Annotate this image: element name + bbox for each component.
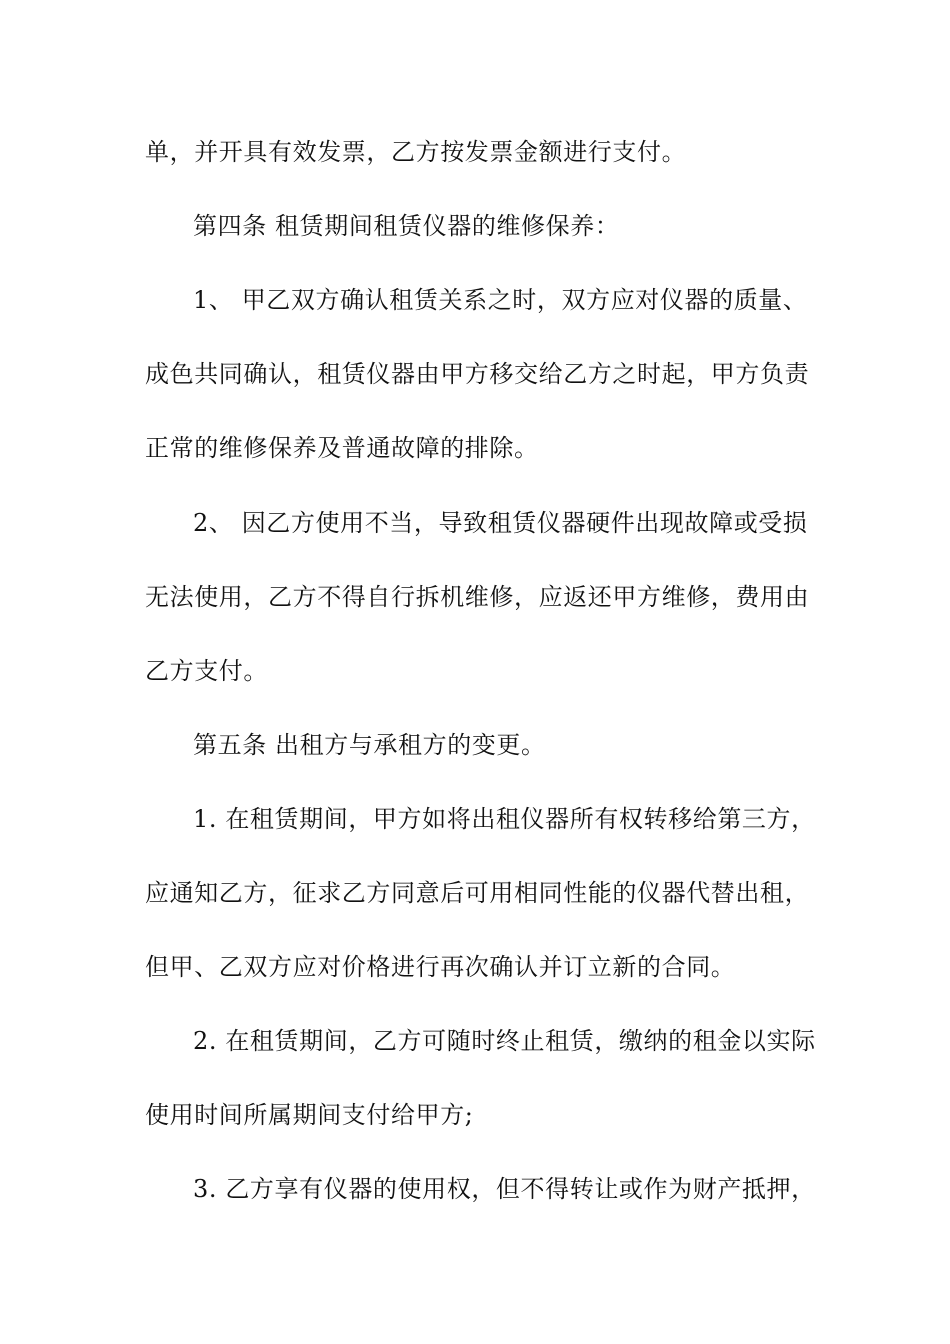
text-line-12: 但甲、乙双方应对价格进行再次确认并订立新的合同。 bbox=[145, 953, 736, 981]
text-line-14: 使用时间所属期间支付给甲方; bbox=[145, 1101, 474, 1129]
text-line-13: 2. 在租赁期间，乙方可随时终止租赁，缴纳的租金以实际 bbox=[193, 1027, 816, 1055]
text-line-6: 2、 因乙方使用不当，导致租赁仪器硬件出现故障或受损 bbox=[193, 509, 808, 537]
text-line-3: 1、 甲乙双方确认租赁关系之时，双方应对仪器的质量、 bbox=[193, 286, 808, 314]
section-heading-5: 第五条 出租方与承租方的变更。 bbox=[193, 731, 546, 759]
text-line-11: 应通知乙方，征求乙方同意后可用相同性能的仪器代替出租， bbox=[145, 879, 810, 907]
text-line-8: 乙方支付。 bbox=[145, 657, 268, 685]
text-line-5: 正常的维修保养及普通故障的排除。 bbox=[145, 434, 539, 462]
text-line-15: 3. 乙方享有仪器的使用权，但不得转让或作为财产抵押， bbox=[193, 1175, 816, 1203]
text-line-1: 单，并开具有效发票，乙方按发票金额进行支付。 bbox=[145, 138, 687, 166]
section-heading-4: 第四条 租赁期间租赁仪器的维修保养： bbox=[193, 212, 620, 240]
text-line-10: 1. 在租赁期间，甲方如将出租仪器所有权转移给第三方， bbox=[193, 805, 816, 833]
text-line-4: 成色共同确认，租赁仪器由甲方移交给乙方之时起，甲方负责 bbox=[145, 360, 810, 388]
text-line-7: 无法使用，乙方不得自行拆机维修，应返还甲方维修，费用由 bbox=[145, 583, 810, 611]
